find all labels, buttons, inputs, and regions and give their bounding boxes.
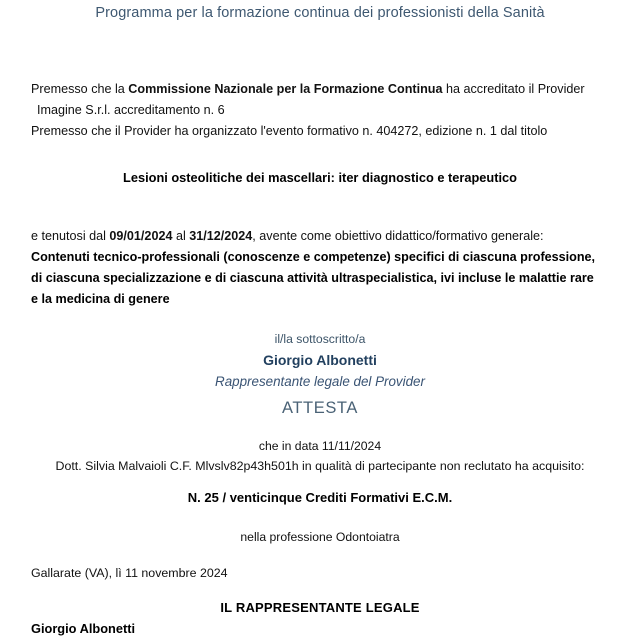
dates-prefix: e tenutosi dal <box>31 229 110 243</box>
representative-heading: IL RAPPRESENTANTE LEGALE <box>220 600 420 615</box>
premise-block <box>31 79 611 142</box>
signer-role: Rappresentante legale del Provider <box>215 374 425 389</box>
credits-awarded: N. 25 / venticinque Crediti Formativi E.C.M. <box>187 490 453 505</box>
place-and-date: Gallarate (VA), lì 11 novembre 2024 <box>31 566 228 580</box>
course-end-date: 31/12/2024 <box>189 229 253 243</box>
dates-suffix: , avente come obiettivo didattico/formativo generale: <box>252 229 544 243</box>
course-objective: Contenuti tecnico-professionali (conoscenze e competenze) specifici di ciascuna professione, di ciascuna specializzazione e di ciascuna attività ultraspecialistica, ivi incluse le malattie rare e la medicina di genere <box>31 250 596 306</box>
course-start-date: 09/01/2024 <box>109 229 173 243</box>
premise-line-3: Premesso che il Provider ha organizzato l'evento formativo n. 404272, edizione n. 1 dal titolo <box>31 124 548 138</box>
premise-line-1-suffix: ha accreditato il Provider <box>442 82 585 96</box>
premise-line-1 <box>31 79 611 100</box>
commission-name: Commissione Nazionale per la Formazione Continua <box>128 82 443 96</box>
course-dates-line <box>31 226 611 247</box>
signer-name: Giorgio Albonetti <box>263 352 377 368</box>
premise-line-2: Imagine S.r.l. accreditamento n. 6 <box>37 103 225 117</box>
signer-intro-label: il/la sottoscritto/a <box>274 332 366 346</box>
recipient-statement: Dott. Silvia Malvaioli C.F. Mlvslv82p43h501h in qualità di partecipante non reclutato ha acquisito: <box>55 459 585 473</box>
issue-date-line: che in data 11/11/2024 <box>258 439 382 453</box>
premise-line-1-prefix: Premesso che la <box>31 82 129 96</box>
representative-signature-name: Giorgio Albonetti <box>31 621 136 636</box>
profession-line: nella professione Odontoiatra <box>240 530 400 544</box>
page-title: Programma per la formazione continua dei professionisti della Sanità <box>95 5 545 21</box>
attesta-heading: ATTESTA <box>281 399 358 417</box>
course-title: Lesioni osteolitiche dei mascellari: iter diagnostico e terapeutico <box>123 170 517 185</box>
dates-middle: al <box>172 229 190 243</box>
